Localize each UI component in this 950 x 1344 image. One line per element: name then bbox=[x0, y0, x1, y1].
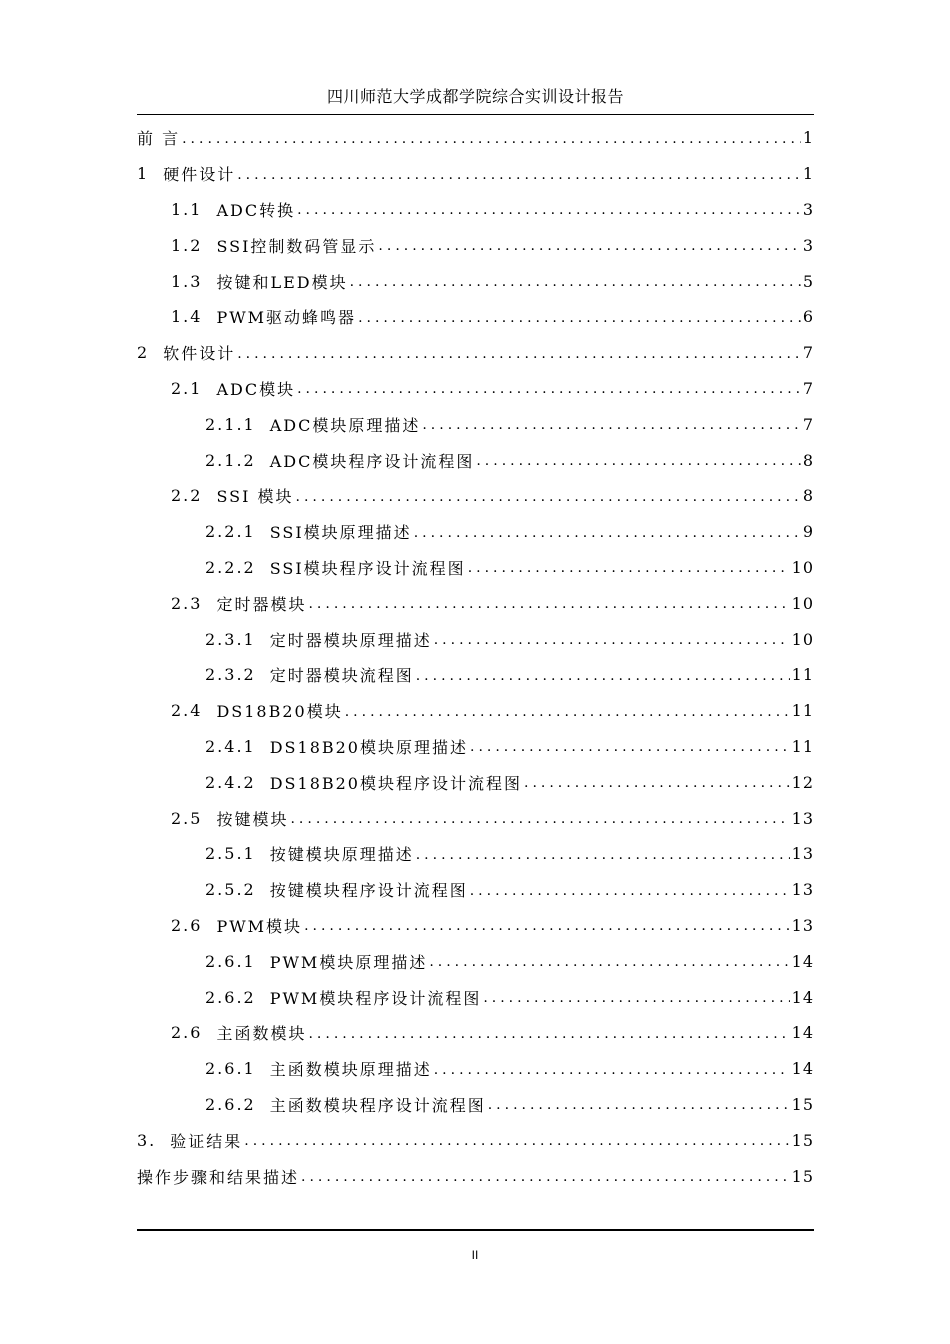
toc-entry-number: 2.1 bbox=[171, 378, 203, 398]
toc-entry-page: 14 bbox=[791, 987, 814, 1007]
toc-entry-number: 2.6.2 bbox=[205, 987, 256, 1007]
toc-entry[interactable] bbox=[137, 657, 814, 693]
toc-entry-number: 2.2.2 bbox=[205, 557, 256, 577]
toc-entry-page: 13 bbox=[791, 844, 814, 864]
toc-entry-number: 2.6.2 bbox=[205, 1094, 256, 1114]
page-number: II bbox=[471, 1248, 479, 1262]
toc-entry[interactable] bbox=[137, 1122, 814, 1158]
toc-dot-leader bbox=[476, 453, 800, 469]
toc-entry-number: 2.3.1 bbox=[205, 629, 256, 649]
toc-entry-page: 11 bbox=[791, 736, 814, 756]
toc-entry-page: 8 bbox=[802, 450, 814, 470]
toc-entry-page: 7 bbox=[802, 378, 814, 398]
toc-entry-page: 14 bbox=[791, 1059, 814, 1079]
toc-entry-page: 3 bbox=[802, 235, 814, 255]
toc-entry-number: 2.6 bbox=[171, 1023, 203, 1043]
toc-entry-title: SSI模块原理描述 bbox=[269, 523, 412, 543]
toc-entry-number: 3. bbox=[137, 1130, 157, 1150]
toc-entry-title: DS18B20模块原理描述 bbox=[269, 737, 468, 757]
toc-entry[interactable] bbox=[137, 156, 814, 192]
toc-dot-leader bbox=[524, 775, 790, 791]
toc-entry[interactable] bbox=[137, 1015, 814, 1051]
toc-entry[interactable] bbox=[137, 764, 814, 800]
toc-entry-title: PWM模块原理描述 bbox=[269, 952, 428, 972]
toc-dot-leader bbox=[237, 346, 801, 362]
toc-entry-page: 14 bbox=[791, 1023, 814, 1043]
toc-entry[interactable] bbox=[137, 120, 814, 156]
toc-entry-page: 3 bbox=[802, 199, 814, 219]
toc-entry-page: 1 bbox=[802, 164, 814, 184]
toc-entry-page: 13 bbox=[791, 880, 814, 900]
toc-dot-leader bbox=[483, 990, 789, 1006]
toc-dot-leader bbox=[237, 167, 801, 183]
toc-entry-title: PWM驱动蜂鸣器 bbox=[216, 308, 357, 328]
toc-entry-number: 2.2.1 bbox=[205, 522, 256, 542]
toc-entry[interactable] bbox=[137, 585, 814, 621]
toc-entry[interactable] bbox=[137, 1087, 814, 1123]
toc-dot-leader bbox=[378, 238, 800, 254]
toc-entry-title: ADC转换 bbox=[216, 200, 296, 220]
toc-entry-page: 13 bbox=[791, 915, 814, 935]
toc-dot-leader bbox=[416, 668, 790, 684]
toc-entry-number: 2 bbox=[137, 343, 150, 363]
toc-entry-number: 1.1 bbox=[171, 199, 203, 219]
toc-entry-page: 7 bbox=[802, 343, 814, 363]
toc-dot-leader bbox=[434, 1062, 790, 1078]
toc-entry-title: 主函数模块 bbox=[216, 1024, 307, 1044]
toc-entry-number: 2.4 bbox=[171, 701, 203, 721]
toc-entry-number: 2.4.2 bbox=[205, 772, 256, 792]
toc-entry-title: ADC模块原理描述 bbox=[269, 415, 421, 435]
toc-entry[interactable] bbox=[137, 335, 814, 371]
toc-entry-title: 操作步骤和结果描述 bbox=[137, 1167, 300, 1187]
toc-entry-title: 前 言 bbox=[137, 129, 181, 149]
toc-entry[interactable] bbox=[137, 227, 814, 263]
toc-dot-leader bbox=[296, 489, 801, 505]
toc-entry-number: 2.6 bbox=[171, 915, 203, 935]
toc-dot-leader bbox=[422, 417, 800, 433]
toc-entry-page: 15 bbox=[791, 1130, 814, 1150]
toc-entry-page: 10 bbox=[791, 593, 814, 613]
toc-dot-leader bbox=[350, 274, 801, 290]
toc-dot-leader bbox=[308, 1026, 789, 1042]
toc-entry-number: 1.2 bbox=[171, 235, 203, 255]
toc-entry-title: 按键模块程序设计流程图 bbox=[269, 881, 468, 901]
toc-entry-title: 定时器模块 bbox=[216, 594, 307, 614]
toc-entry-title: PWM模块 bbox=[216, 916, 303, 936]
toc-dot-leader bbox=[358, 310, 801, 326]
toc-dot-leader bbox=[470, 883, 790, 899]
toc-dot-leader bbox=[290, 811, 789, 827]
toc-entry-page: 7 bbox=[802, 414, 814, 434]
toc-entry-number: 1 bbox=[137, 164, 150, 184]
toc-entry-number: 2.3.2 bbox=[205, 665, 256, 685]
toc-dot-leader bbox=[434, 632, 790, 648]
toc-entry[interactable] bbox=[137, 371, 814, 407]
toc-entry-number: 1.4 bbox=[171, 307, 203, 327]
toc-entry[interactable] bbox=[137, 872, 814, 908]
toc-entry-number: 1.3 bbox=[171, 271, 203, 291]
toc-entry[interactable] bbox=[137, 943, 814, 979]
toc-dot-leader bbox=[182, 131, 801, 147]
toc-dot-leader bbox=[345, 704, 790, 720]
toc-entry[interactable] bbox=[137, 442, 814, 478]
toc-entry-page: 10 bbox=[791, 557, 814, 577]
toc-entry-number: 2.5.2 bbox=[205, 880, 256, 900]
toc-entry-title: 验证结果 bbox=[170, 1131, 243, 1151]
toc-dot-leader bbox=[304, 918, 790, 934]
toc-entry-number: 2.6.1 bbox=[205, 1059, 256, 1079]
toc-entry-title: PWM模块程序设计流程图 bbox=[269, 988, 482, 1008]
toc-entry-page: 1 bbox=[802, 128, 814, 148]
toc-entry-title: ADC模块 bbox=[216, 379, 296, 399]
toc-entry[interactable] bbox=[137, 1158, 814, 1194]
toc-entry-title: 定时器模块原理描述 bbox=[269, 630, 432, 650]
toc-entry-page: 11 bbox=[791, 665, 814, 685]
table-of-contents bbox=[137, 120, 814, 1194]
toc-entry-title: 定时器模块流程图 bbox=[269, 666, 414, 686]
toc-entry-number: 2.4.1 bbox=[205, 736, 256, 756]
toc-entry-number: 2.6.1 bbox=[205, 951, 256, 971]
toc-entry-title: SSI控制数码管显示 bbox=[216, 236, 377, 256]
toc-entry-number: 2.1.1 bbox=[205, 414, 256, 434]
toc-entry-title: 按键模块 bbox=[216, 809, 289, 829]
toc-entry[interactable] bbox=[137, 406, 814, 442]
toc-entry[interactable] bbox=[137, 192, 814, 228]
toc-entry[interactable] bbox=[137, 693, 814, 729]
footer-rule bbox=[137, 1229, 814, 1231]
toc-entry-number: 2.2 bbox=[171, 486, 203, 506]
toc-dot-leader bbox=[301, 1169, 790, 1185]
toc-entry-number: 2.5.1 bbox=[205, 844, 256, 864]
toc-entry[interactable] bbox=[137, 979, 814, 1015]
toc-dot-leader bbox=[429, 954, 789, 970]
toc-entry-page: 13 bbox=[791, 808, 814, 828]
toc-entry-title: 主函数模块原理描述 bbox=[269, 1060, 432, 1080]
toc-dot-leader bbox=[297, 202, 801, 218]
toc-entry[interactable] bbox=[137, 621, 814, 657]
toc-dot-leader bbox=[308, 596, 789, 612]
toc-entry[interactable] bbox=[137, 550, 814, 586]
toc-entry[interactable] bbox=[137, 800, 814, 836]
toc-entry-title: 软件设计 bbox=[163, 344, 236, 364]
toc-entry-title: SSI 模块 bbox=[216, 487, 294, 507]
toc-entry[interactable] bbox=[137, 836, 814, 872]
toc-entry-page: 11 bbox=[791, 701, 814, 721]
toc-entry[interactable] bbox=[137, 729, 814, 765]
toc-dot-leader bbox=[468, 560, 790, 576]
toc-entry-number: 2.1.2 bbox=[205, 450, 256, 470]
toc-dot-leader bbox=[488, 1097, 790, 1113]
toc-entry-title: 主函数模块程序设计流程图 bbox=[269, 1095, 486, 1115]
toc-entry[interactable] bbox=[137, 299, 814, 335]
header-rule bbox=[137, 114, 814, 115]
toc-dot-leader bbox=[244, 1133, 789, 1149]
toc-entry-page: 14 bbox=[791, 951, 814, 971]
toc-entry-page: 8 bbox=[802, 486, 814, 506]
toc-entry-title: 按键和LED模块 bbox=[216, 272, 348, 292]
toc-entry-number: 2.5 bbox=[171, 808, 203, 828]
toc-dot-leader bbox=[414, 525, 801, 541]
toc-entry[interactable] bbox=[137, 1051, 814, 1087]
toc-entry-title: 按键模块原理描述 bbox=[269, 845, 414, 865]
toc-entry[interactable] bbox=[137, 263, 814, 299]
toc-dot-leader bbox=[416, 847, 790, 863]
toc-entry[interactable] bbox=[137, 514, 814, 550]
toc-entry-page: 9 bbox=[802, 522, 814, 542]
toc-entry-page: 15 bbox=[791, 1094, 814, 1114]
page-header-title: 四川师范大学成都学院综合实训设计报告 bbox=[326, 87, 624, 106]
toc-entry-page: 15 bbox=[791, 1166, 814, 1186]
toc-entry[interactable] bbox=[137, 478, 814, 514]
toc-entry[interactable] bbox=[137, 908, 814, 944]
toc-entry-number: 2.3 bbox=[171, 593, 203, 613]
toc-dot-leader bbox=[470, 739, 790, 755]
toc-entry-title: 硬件设计 bbox=[163, 165, 236, 185]
toc-entry-title: DS18B20模块程序设计流程图 bbox=[269, 773, 522, 793]
toc-dot-leader bbox=[297, 381, 801, 397]
toc-entry-page: 6 bbox=[802, 307, 814, 327]
toc-entry-page: 5 bbox=[802, 271, 814, 291]
toc-entry-title: ADC模块程序设计流程图 bbox=[269, 451, 475, 471]
toc-entry-title: DS18B20模块 bbox=[216, 702, 343, 722]
toc-entry-title: SSI模块程序设计流程图 bbox=[269, 558, 466, 578]
toc-entry-page: 10 bbox=[791, 629, 814, 649]
toc-entry-page: 12 bbox=[791, 772, 814, 792]
